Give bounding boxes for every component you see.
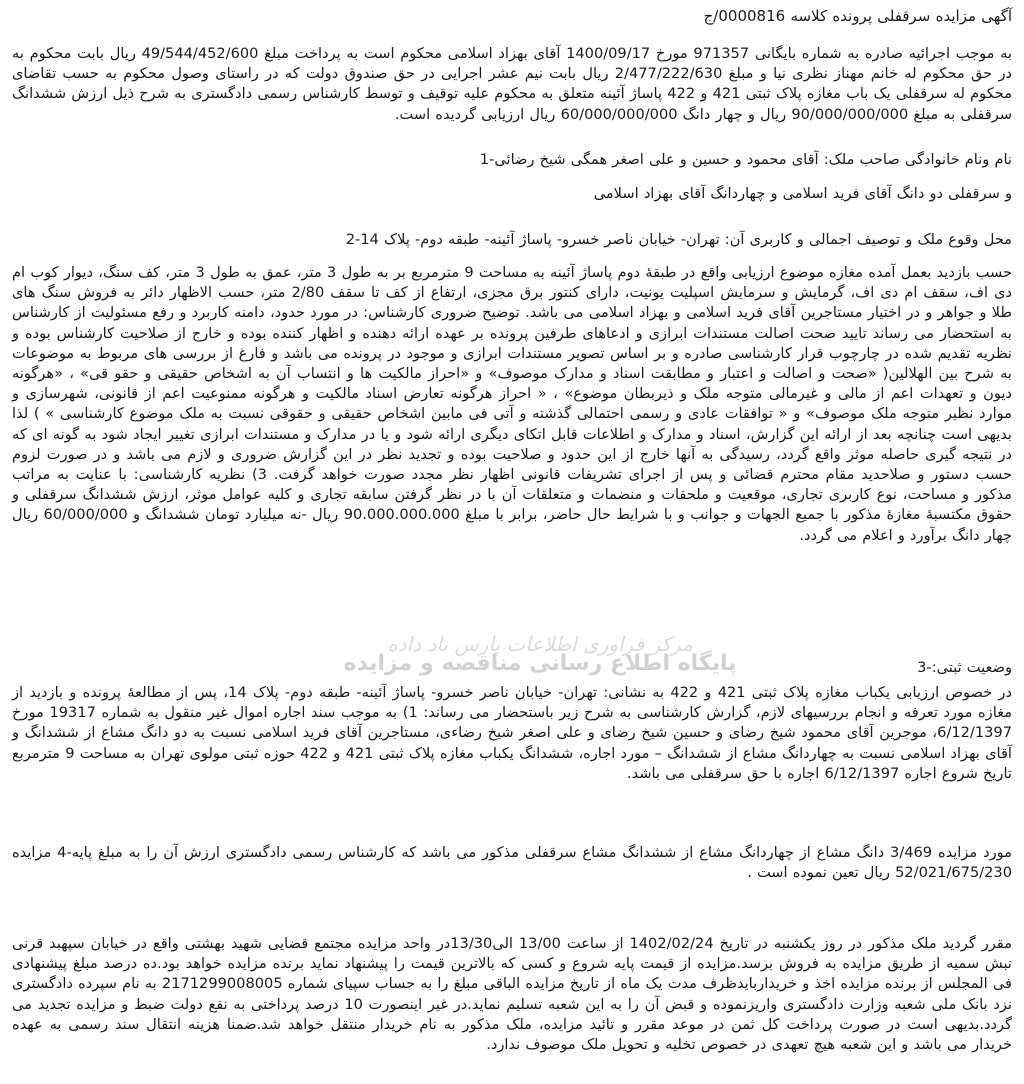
- owner-name-line: نام ونام خانوادگی صاحب ملک: آقای محمود و حسین و علی اصغر همگی شیخ رضائی-1: [479, 151, 1012, 168]
- property-location-line: محل وقوع ملک و توصیف اجمالی و کاربری آن: تهران- خیابان ناصر خسرو- پاساژ آئینه- طبقه دوم- پلاک 14-2: [345, 231, 1012, 248]
- auction-terms-paragraph: مقرر گردید ملک مذکور در روز یکشنبه در تاریخ 1402/02/24 از ساعت 13/00 الی13/30در واحد مزایده مجتمع قضایی شهید بهشتی واقع در خیابان سپهبد قرنی نبش سمیه از طریق مزایده به فروش برسد.مزایده از قیمت پایه شروع و کسی که بالاترین قیمت را پیشنهاد نماید برنده مزایده خواهد بود.ده درصد مبلغ پیشنهادی فی المجلس از برنده مزایده اخذ و خریداربایدظرف مدت یک ماه از تاریخ مزایده الباقی مبلغ را به حساب سپیای شماره 2171299008005 به نام سپرده دادگستری نزد بانک ملی شعبه وزارت دادگستری واریزنموده و قبض آن را به این شعبه تسلیم نماید.در غیر اینصورت 10 درصد پرداختی به نفع دولت ضبط و مزایده تجدید می گردد.بدیهی است در صورت پرداخت کل ثمن در موعد مقرر و تائید مزایده، ملک مذکور به نام خریدار منتقل خواهد شد.ضمنا هزینه انتقال سند رسمی به عهده خریدار می باشد و این شعبه هیچ تعهدی در خصوص تخلیه و تحویل ملک موصوف ندارد.: [12, 935, 1013, 1054]
- expert-assessment-paragraph: حسب بازدید بعمل آمده مغازه موضوع ارزیابی واقع در طبقهٔ دوم پاساژ آئینه به مساحت 9 مترمربع بر به طول 3 متر، عمق به طول 3 متر، کف سنگ، دیوار کوب ام دی اف، سقف ام دی اف، گرمایش و سرمایش اسپلیت یونیت، دارای کنتور برق مجزی، ارتفاع از کف تا سقف 2/80 متر، حسب الاظهار دائر به فروش سنگ های طلا و جواهر و در اختیار مستاجرین آقای فرید اسلامی و بهزاد اسلامی می باشد. توضیح ضروری کارشناس: در مورد حدود، دامنه کاربرد و رفع مسئولیت از کارشناس به استحضار می رساند تایید صحت اصالت مستندات ابرازی و ادعاهای طرفین پرونده بر عهده ارائه دهنده و اظهار کننده بوده و خارج از صلاحیت کارشناس بوده و نظریه تقدیم شده در چارچوب قرار کارشناسی صادره و بر اساس تصویر مستندات ابرازی و موجود در پرونده می باشد و فارغ از بررسی های مربوط به موضوعات به شرح بین الهلالین( «صحت و اصالت و اعتبار و مطابقت اسناد و مدارک موصوف» و «احراز مالکیت ها و انتساب آن به اشخاص حقیقی و حقو قی» ، «هرگونه دیون و تعهدات اعم از مالی و غیرمالی متوجه ملک و ذیربطان موضوع» ، « احراز هرگونه تعارض اسناد مالکیت و هرگونه ممنوعیت اعم از قانونی، شهرسازی و موارد نظیر متوجه ملک موصوف» و « توافقات عادی و رسمی احتمالی گذشته و آتی فی مابین اشخاص حقیقی و حقوقی نسبت به ملک موضوع کارشناسی » ) لذا بدیهی است چنانچه بعد از ارائه این گزارش، اسناد و مدارک و اطلاعات قابل اتکای دیگری ارائه شود و یا در مدارک و مستندات ابرازی تغییر ایجاد شود به گونه ای که در نتیجه گیری حاصله موثر واقع گردد، رسیدگی به آنها خارج از این حدود و صلاحیت بوده و تجدید نظر در این گزارش ضروری و لازم می باشد و در صورت لزوم حسب دستور و صلاحدید مقام محترم قضائی و پس از اجرای تشریفات قانونی اظهار نظر مجدد صورت خواهد گرفت. 3) نظریه کارشناسی: با عنایت به مراتب مذکور و مساحت، نوع کاربری تجاری، موقعیت و ملحقات و منضمات و متعلقات آن با در نظر گرفتن سابقه تجاری و کلیه عوامل موثر، ارزش ششدانگ سرقفلی و حقوق مکتسبهٔ مغازهٔ مذکور با جمیع الجهات و جوانب و با شرایط حال حاضر، برابر با مبلغ 90.000.000.000 ریال -نه میلیارد تومان ششدانگ و 60/000/000 ریال چهار دانگ برآورد و اعلام می گردد.: [12, 264, 1013, 544]
- registration-status-heading: وضعیت ثبتی:-3: [917, 659, 1012, 676]
- goodwill-holders-line: و سرقفلی دو دانگ آقای فرید اسلامی و چهاردانگ آقای بهزاد اسلامی: [593, 185, 1012, 202]
- watermark-line-1: مرکز فراوری اطلاعات پارس ناد داده: [387, 632, 693, 656]
- auction-subject-paragraph: مورد مزایده 3/469 دانگ مشاع از چهاردانگ مشاع از ششدانگ مشاع سرقفلی مذکور می باشد که کارشناس رسمی دادگستری ارزش آن را به مبلغ پایه-4 مزایده 52/021/675/230 ریال تعین نموده است .: [12, 844, 1012, 882]
- execution-order-paragraph: به موجب اجرائیه صادره به شماره بایگانی 971357 مورخ 1400/09/17 آقای بهزاد اسلامی محکوم است به پرداخت مبلغ 49/544/452/600 ریال بابت محکوم به در حق محکوم له خانم مهناز نظری نیا و مبلغ 2/477/222/630 ریال بابت نیم عشر اجرایی در حق صندوق دولت که در راستای وصول محکوم به حسب تقاضای محکوم له سرقفلی یک باب مغازه پلاک ثبتی 421 و 422 پاساژ آئینه متعلق به محکوم علیه توقیف و توسط کارشناس رسمی دادگستری به شرح ذیل ارزش ششدانگ سرقفلی به مبلغ 90/000/000/000 ریال و چهار دانگ 60/000/000/000 ریال ارزیابی گردیده است.: [12, 45, 1013, 123]
- watermark-line-2: پایگاه اطلاع رسانی مناقصه و مزایده: [343, 651, 737, 676]
- document-title: آگهی مزایده سرقفلی پرونده کلاسه 0000816/ج: [703, 7, 1012, 25]
- registration-status-paragraph: در خصوص ارزیابی یکباب مغازه پلاک ثبتی 421 و 422 به نشانی: تهران- خیابان ناصر خسرو- پاساژ آئینه- طبقه دوم- پلاک 14، پس از مطالعهٔ پرونده و بازدید از مغازه مورد تعرفه و انجام بررسیهای لازم، گزارش کارشناسی به شرح زیر باستحضار می رساند: 1) به موجب سند اجاره اموال غیر منقول به شماره 19317 مورخ 6/12/1397، موجرین آقای محمود شیخ رضای و حسین شیخ رضای و علی اصغر شیخ رضاءی، مستاجرین آقای فرید اسلامی نسبت به دو دانگ مشاع از ششدانگ و آقای بهزاد اسلامی نسبت به چهاردانگ مشاع از ششدانگ – مورد اجاره، ششدانگ یکباب مغازه پلاک ثبتی 421 و 422 حوزه ثبتی مولوی تهران به مساحت 9 مترمربع تاریخ شروع اجاره 6/12/1397 اجاره با حق سرقفلی می باشد.: [12, 684, 1013, 782]
